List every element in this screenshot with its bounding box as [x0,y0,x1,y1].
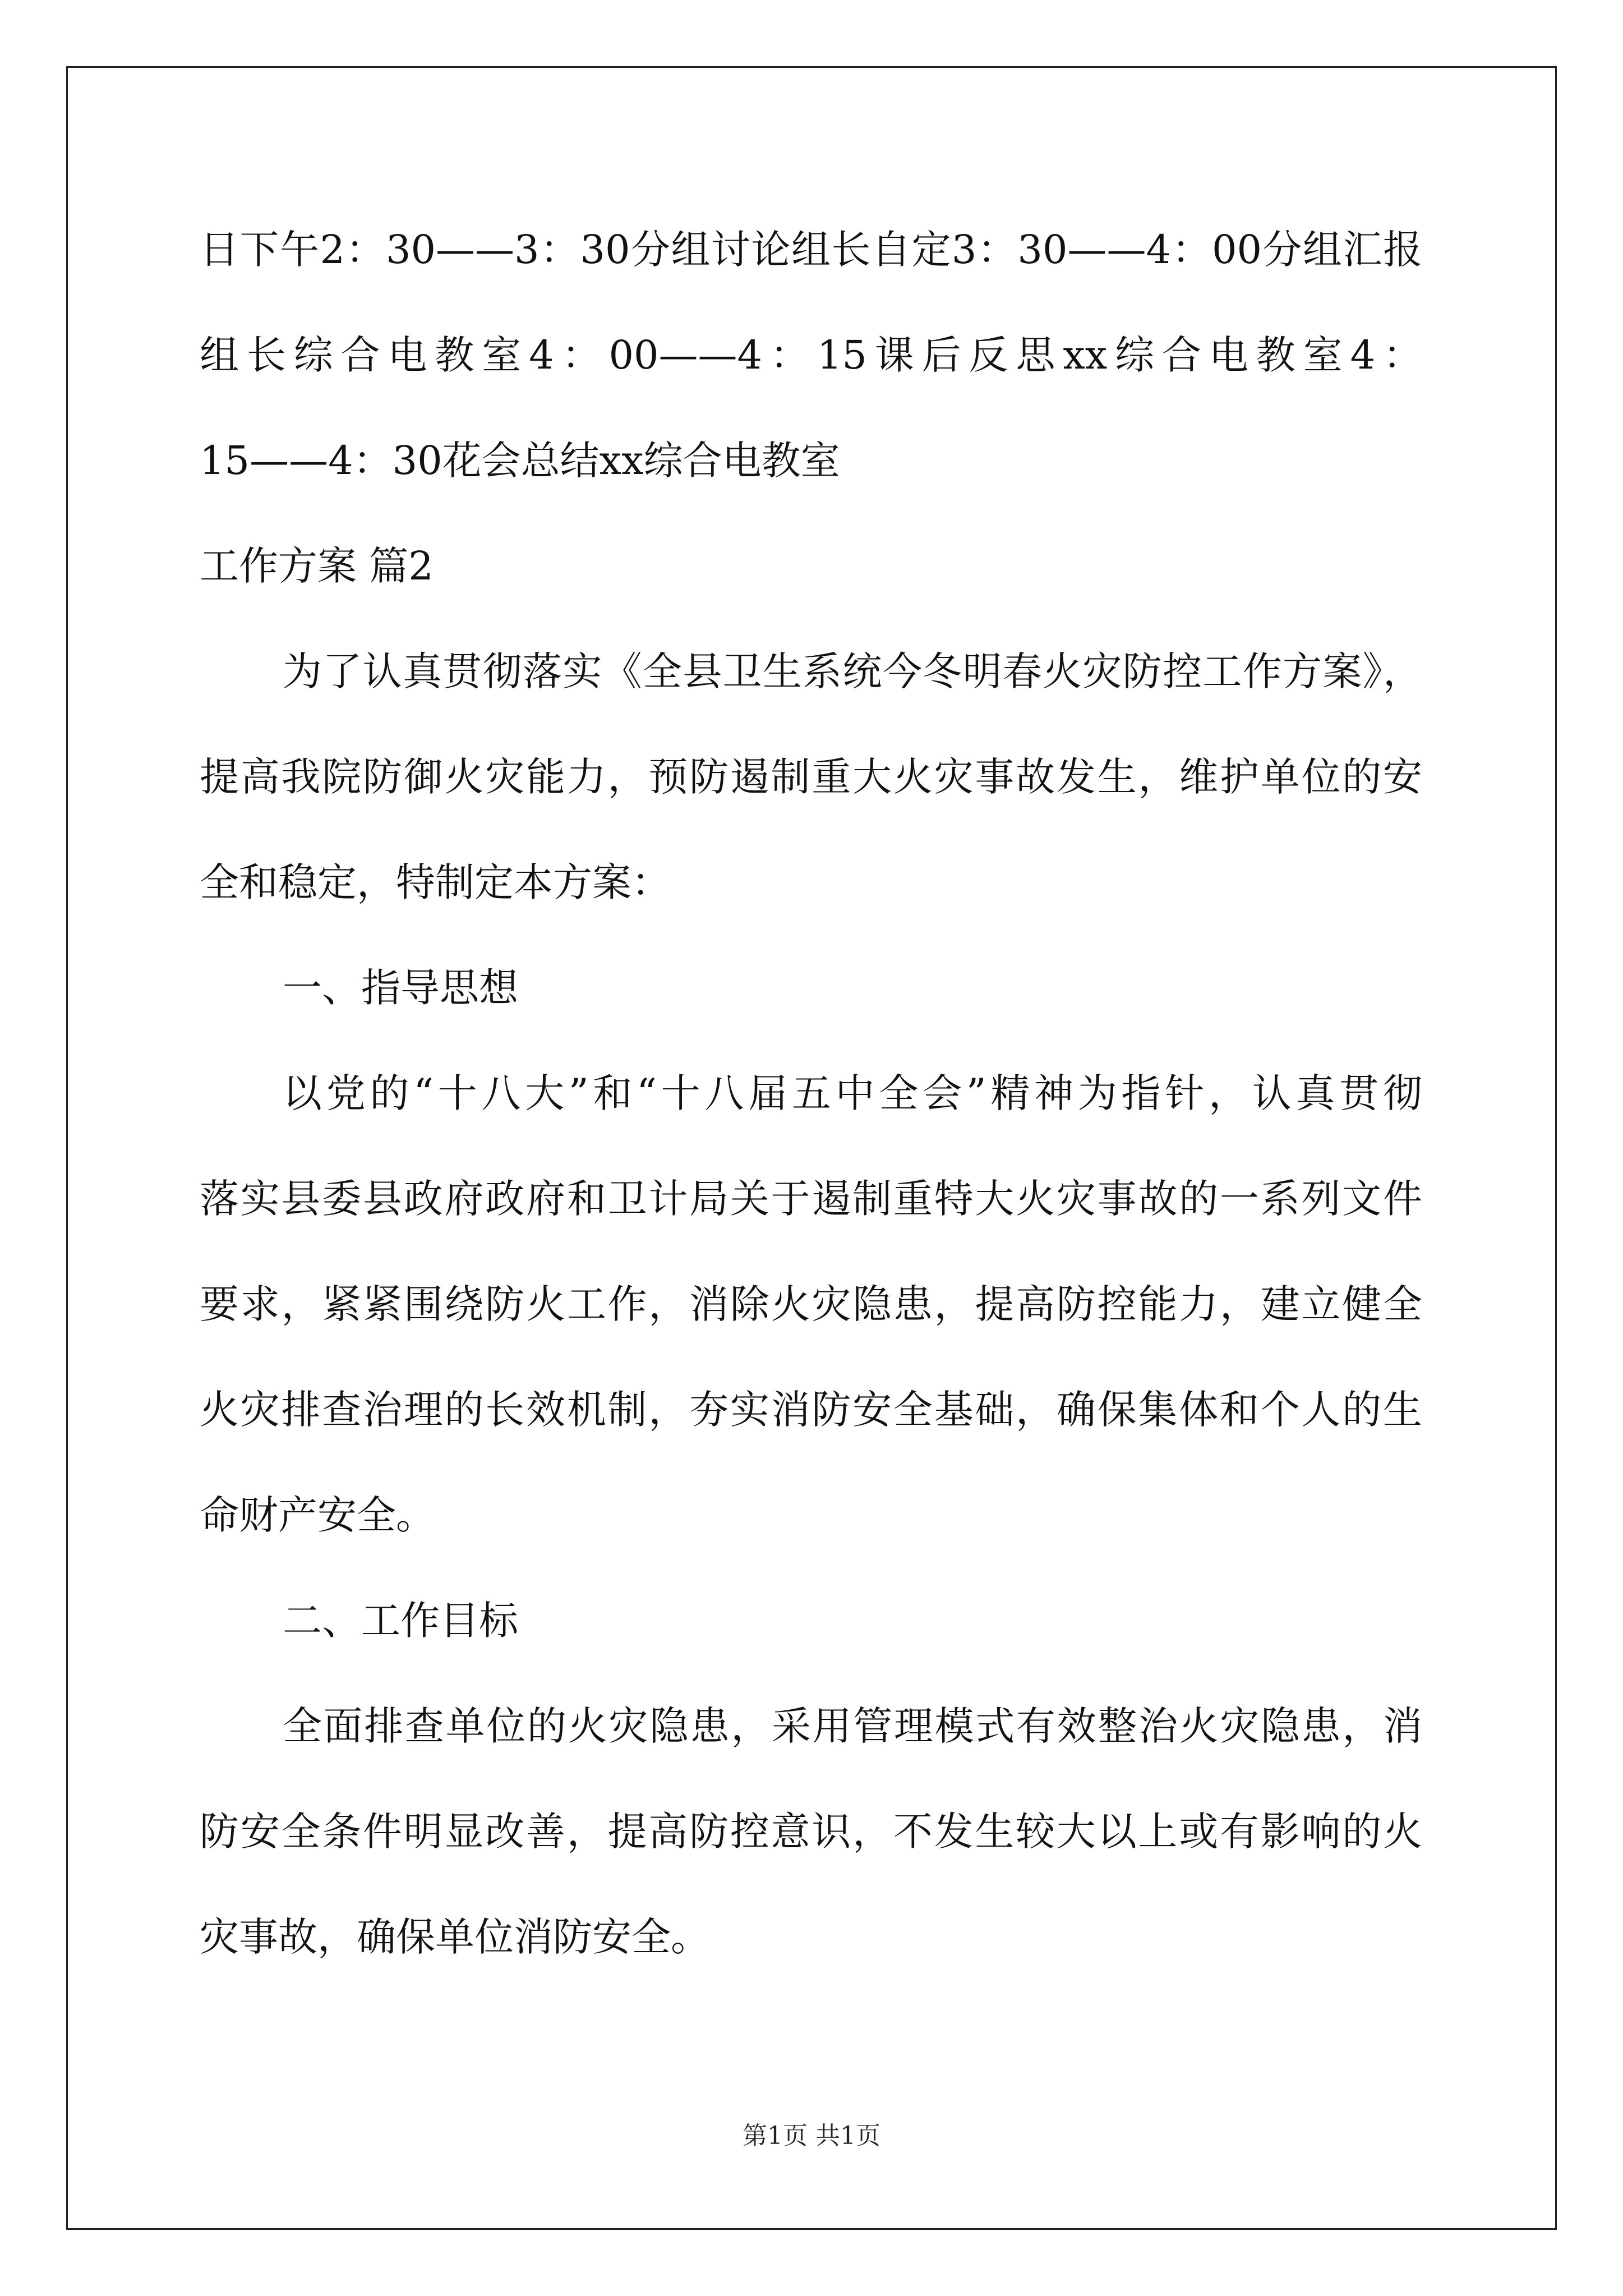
page-footer: 第1页 共1页 [743,2122,880,2150]
text-line: 火灾排查治理的长效机制，夯实消防安全基础，确保集体和个人的生 [200,1387,1422,1433]
text-line: 以党的“十八大”和“十八届五中全会”精神为指针，认真贯彻 [283,1070,1422,1116]
page-border [66,66,1557,2230]
text-line: 防安全条件明显改善，提高防控意识，不发生较大以上或有影响的火 [200,1809,1422,1855]
text-line: 为了认真贯彻落实《全县卫生系统今冬明春火灾防控工作方案》， [283,648,1422,694]
text-line: 组长综合电教室4：00——4：15课后反思xx综合电教室4： [200,332,1422,378]
text-line: 提高我院防御火灾能力，预防遏制重大火灾事故发生，维护单位的安 [200,754,1422,800]
text-line: 落实县委县政府政府和卫计局关于遏制重特大火灾事故的一系列文件 [200,1176,1422,1222]
text-line: 全面排查单位的火灾隐患，采用管理模式有效整治火灾隐患，消 [283,1703,1422,1749]
text-line: 日下午2：30——3：30分组讨论组长自定3：30——4：00分组汇报 [200,227,1422,273]
text-line: 要求，紧紧围绕防火工作，消除火灾隐患，提高防控能力，建立健全 [200,1281,1422,1327]
text-line: 命财产安全。 [200,1492,435,1538]
text-line: 15——4：30花会总结xx综合电教室 [200,438,840,484]
text-line: 灾事故，确保单位消防安全。 [200,1914,710,1960]
section-heading: 工作方案 篇2 [200,543,434,589]
subsection-heading: 一、指导思想 [283,965,518,1011]
text-line: 全和稳定，特制定本方案： [200,859,671,905]
subsection-heading: 二、工作目标 [283,1598,518,1644]
